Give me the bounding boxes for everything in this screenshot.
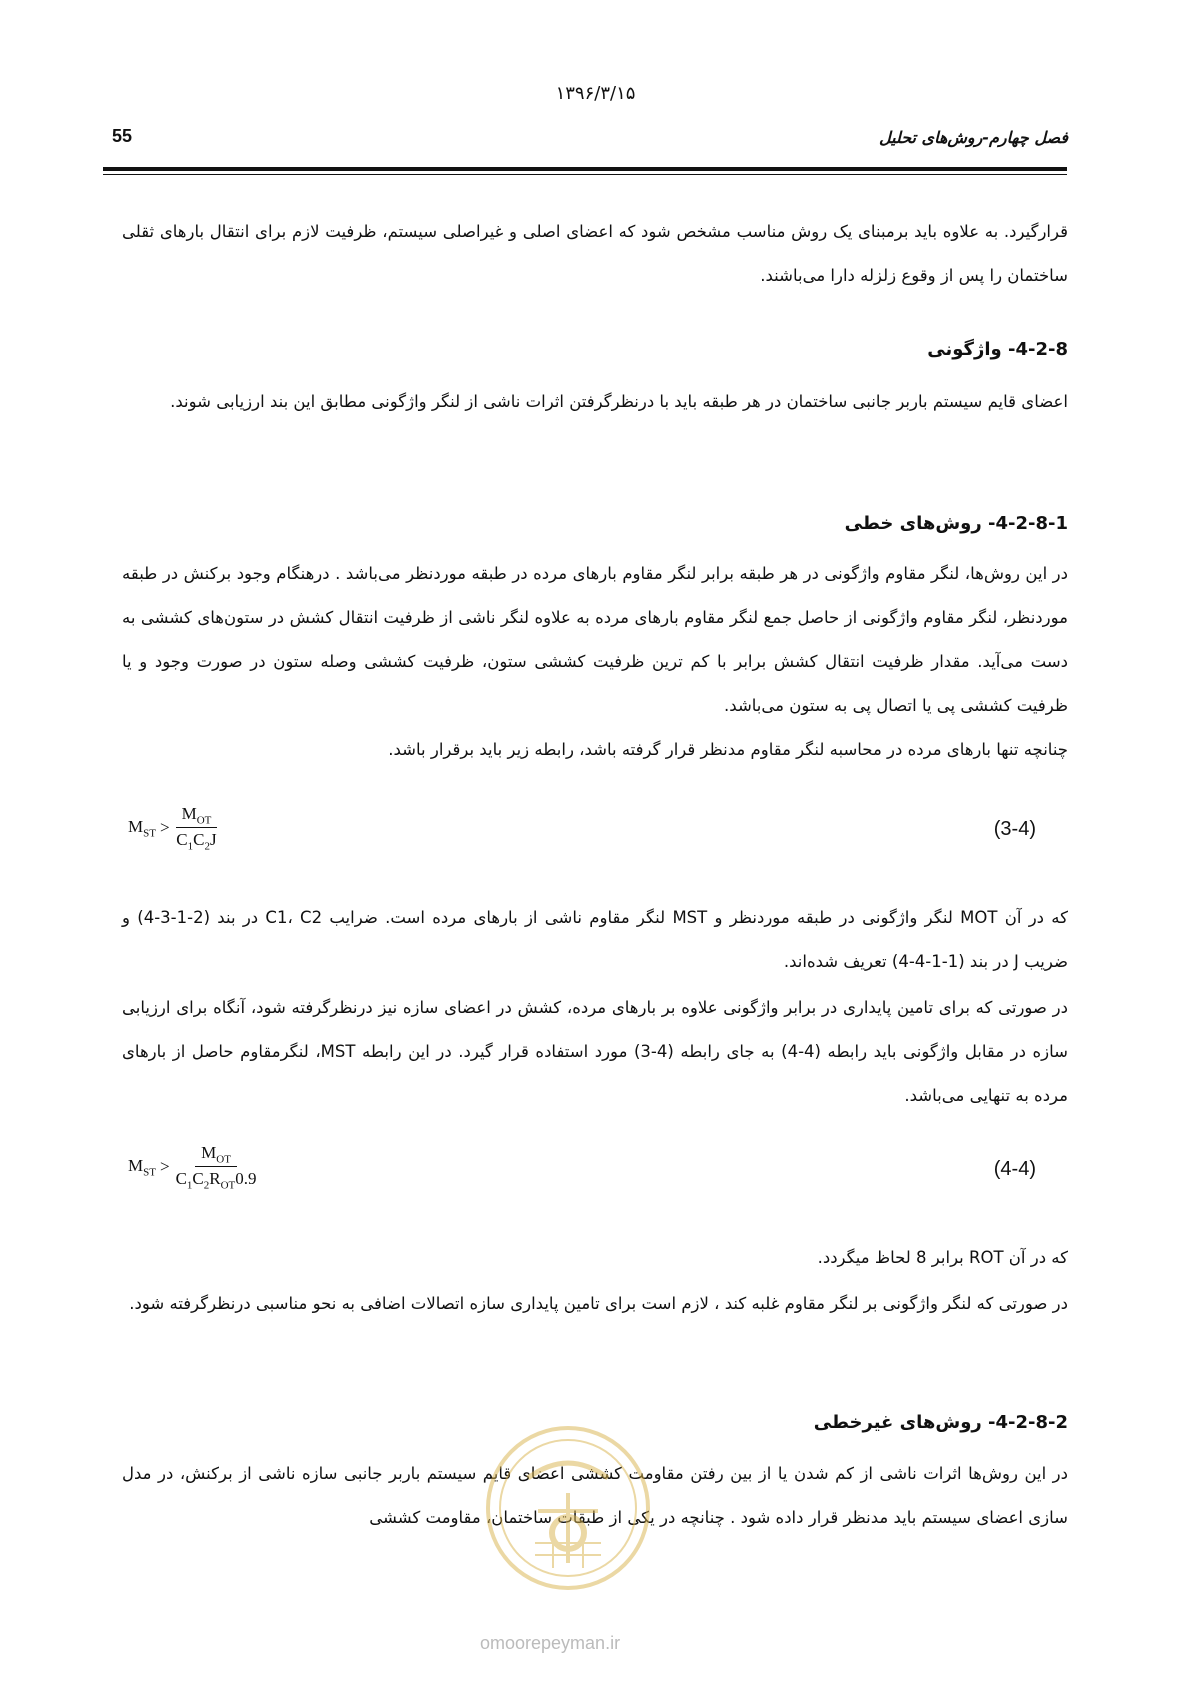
equation-4-4 <box>128 1143 257 1192</box>
header-rule-thin <box>103 174 1067 175</box>
eq1-denominator: $C_1C_2J$ <box>176 830 217 853</box>
eq2-numerator: $M_{OT}$ <box>195 1143 237 1167</box>
paragraph-additional-connections: در صورتی که لنگر واژگونی بر لنگر مقاوم غلبه کند ، لازم است برای تامین پایداری سازه اتصالات اضافی به نحو مناسبی درنظرگرفته شود. <box>129 1294 1068 1313</box>
watermark-site: omoorepeyman.ir <box>480 1633 621 1653</box>
paragraph-linear-methods: در این روش‌ها، لنگر مقاوم واژگونی در هر طبقه برابر لنگر مقاوم بارهای مرده در طبقه موردنظر می‌باشد . درهنگام وجود برکنش در طبقه موردنظر، لنگر مقاوم واژگونی از حاصل جمع لنگر مقاوم بارهای مرده به علاوه لنگر ناشی از ظرفیت انتقال کشش در ستون‌های کششی به دست می‌آید. مقدار ظرفیت انتقال کشش برابر با کم ترین ظرفیت کششی ستون، ظرفیت کششی وصله ستون در صورت وجود و یا ظرفیت کششی پی یا اتصال پی به ستون می‌باشد. <box>122 564 1068 715</box>
paragraph-overturning: اعضای قایم سیستم باربر جانبی ساختمان در هر طبقه باید با درنظرگرفتن اثرات ناشی از لنگر واژگونی مطابق این بند ارزیابی شوند. <box>170 392 1068 411</box>
chapter-title: فصل چهارم-روش‌های تحلیل <box>878 128 1068 147</box>
paragraph-definitions: که در آن MOT لنگر واژگونی در طبقه موردنظر و MST لنگر مقاوم ناشی از بارهای مرده است. ضرایب C1، C2 در بند (2-1-3-4) و ضریب J در بند (1-1-4-4) تعریف شده‌اند. <box>122 908 1068 971</box>
section-heading-linear-methods: 4-2-8-1- روش‌های خطی <box>844 513 1068 534</box>
paragraph-tension-consideration: در صورتی که برای تامین پایداری در برابر واژگونی علاوه بر بارهای مرده، کشش در اعضای سازه نیز درنظرگرفته شود، آنگاه برای ارزیابی سازه در مقابل واژگونی باید رابطه (4-4) به جای رابطه (4-3) مورد استفاده قرار گیرد. در این رابطه MST، لنگرمقاوم حاصل از بارهای مرده به تنهایی می‌باشد. <box>122 998 1068 1105</box>
page-number: 55 <box>112 126 133 146</box>
eq2-fraction <box>176 1143 257 1192</box>
page-date: ۱۳۹۶/۳/۱۵ <box>555 83 636 104</box>
equation-number-3-4: (3-4) <box>993 818 1036 840</box>
eq1-fraction <box>176 804 218 853</box>
paragraph-rot-value: که در آن ROT برابر 8 لحاظ میگردد. <box>817 1248 1068 1267</box>
equation-3-4 <box>128 804 217 853</box>
watermark-seal-icon <box>483 1423 653 1593</box>
eq1-numerator: $M_{OT}$ <box>176 804 218 828</box>
section-heading-overturning: 4-2-8- واژگونی <box>927 339 1068 360</box>
equation-number-4-4: (4-4) <box>993 1158 1036 1180</box>
eq2-relation: > <box>159 1157 170 1177</box>
eq2-denominator: $C_1C_2R_{OT}0.9$ <box>175 1169 257 1192</box>
header-rule-thick <box>103 167 1067 171</box>
paragraph-intro: قرارگیرد. به علاوه باید برمبنای یک روش مناسب مشخص شود که اعضای اصلی و غیراصلی سیستم، ظرفیت لازم برای انتقال بارهای ثقلی ساختمان را پس از وقوع زلزله دارا می‌باشند. <box>122 222 1068 285</box>
eq1-relation: > <box>159 818 170 838</box>
paragraph-nonlinear-methods: در این روش‌ها اثرات ناشی از کم شدن یا از بین رفتن مقاومت کششی اعضای قایم سیستم باربر جانبی سازه ناشی از برکنش، در مدل سازی اعضای سیستم باید مدنظر قرار داده شود . چنانچه در یکی از طبقات ساختمان، مقاومت کششی <box>122 1464 1068 1527</box>
eq1-lhs: $M_{ST}$ <box>128 817 156 840</box>
paragraph-dead-load-condition: چنانچه تنها بارهای مرده در محاسبه لنگر مقاوم مدنظر قرار گرفته باشد، رابطه زیر باید برقرار باشد. <box>388 740 1068 759</box>
section-heading-nonlinear-methods: 4-2-8-2- روش‌های غیرخطی <box>813 1412 1068 1433</box>
eq2-lhs: $M_{ST}$ <box>128 1156 156 1179</box>
